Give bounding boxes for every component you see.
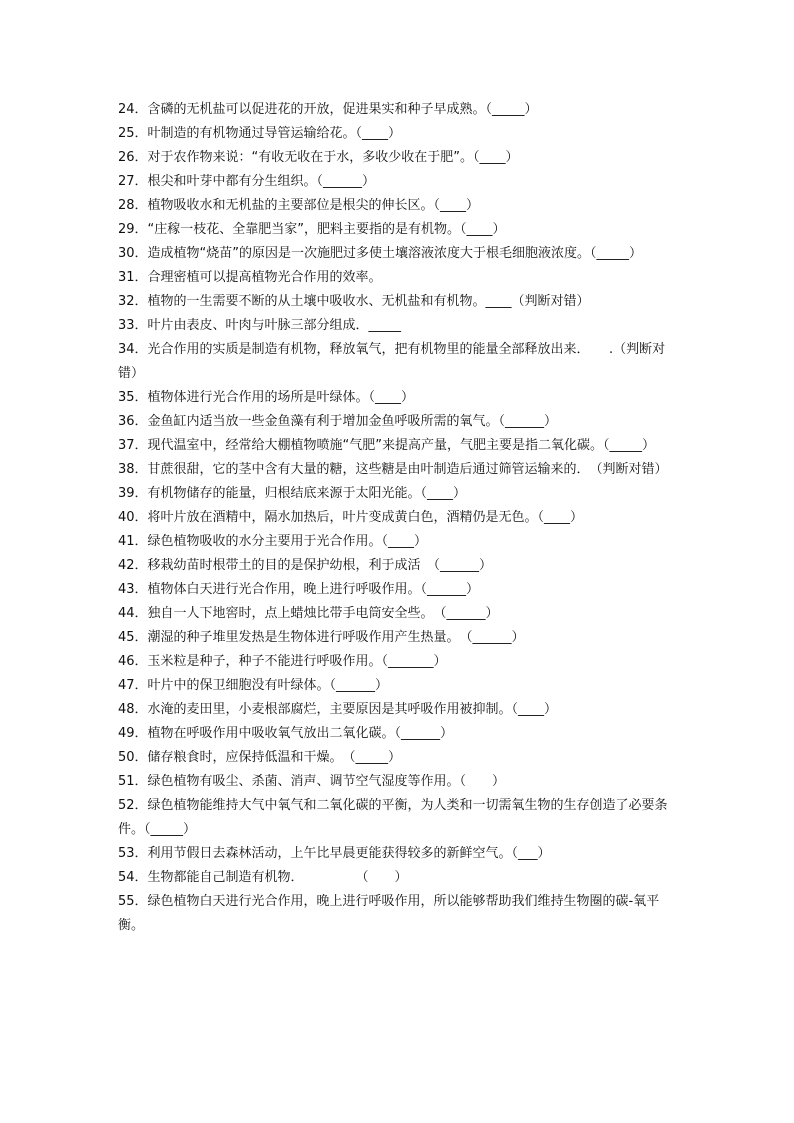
question-47: 47．叶片中的保卫细胞没有叶绿体。（______） xyxy=(118,678,389,693)
question-51: 51．绿色植物有吸尘、杀菌、消声、调节空气湿度等作用。（ ） xyxy=(118,774,506,789)
question-46: 46．玉米粒是种子，种子不能进行呼吸作用。（_______） xyxy=(118,654,447,669)
question-29: 29．“庄稼一枝花、全靠肥当家”，肥料主要指的是有机物。（____） xyxy=(118,222,506,237)
question-37: 37．现代温室中，经常给大棚植物喷施“气肥”来提高产量，气肥主要是指二氧化碳。（_____） xyxy=(118,438,656,453)
question-39: 39．有机物储存的能量，归根结底来源于太阳光能。（____） xyxy=(118,486,467,501)
question-25: 25．叶制造的有机物通过导管运输给花。（____） xyxy=(118,126,402,141)
question-55: 55．绿色植物白天进行光合作用，晚上进行呼吸作用，所以能够帮助我们维持生物圈的碳-氧平衡。 xyxy=(118,894,660,933)
question-28: 28．植物吸收水和无机盐的主要部位是根尖的伸长区。（____） xyxy=(118,198,480,213)
question-34: 34．光合作用的实质是制造有机物，释放氧气，把有机物里的能量全部释放出来． .（判断对错） xyxy=(118,342,666,381)
question-48: 48．水淹的麦田里，小麦根部腐烂，主要原因是其呼吸作用被抑制。（____） xyxy=(118,702,558,717)
question-42: 42．移栽幼苗时根带土的目的是保护幼根，利于成活 （______） xyxy=(118,558,493,573)
question-40: 40．将叶片放在酒精中，隔水加热后，叶片变成黄白色，酒精仍是无色。（____） xyxy=(118,510,584,525)
question-38: 38．甘蔗很甜，它的茎中含有大量的糖，这些糖是由叶制造后通过筛管运输来的． （判断对错） xyxy=(118,462,668,477)
question-41: 41．绿色植物吸收的水分主要用于光合作用。（____） xyxy=(118,534,428,549)
question-30: 30．造成植物“烧苗”的原因是一次施肥过多使土壤溶液浓度大于根毛细胞液浓度。（_____） xyxy=(118,246,643,261)
question-43: 43．植物体白天进行光合作用，晚上进行呼吸作用。（______） xyxy=(118,582,480,597)
question-27: 27．根尖和叶芽中都有分生组织。（______） xyxy=(118,174,376,189)
question-53: 53．利用节假日去森林活动，上午比早晨更能获得较多的新鲜空气。（___） xyxy=(118,846,551,861)
question-44: 44．独自一人下地窖时，点上蜡烛比带手电筒安全些。 （______） xyxy=(118,606,499,621)
question-52: 52．绿色植物能维持大气中氧气和二氧化碳的平衡，为人类和一切需氧生物的生存创造了必要条件。（_____） xyxy=(118,798,668,837)
question-49: 49．植物在呼吸作用中吸收氧气放出二氧化碳。（______） xyxy=(118,726,454,741)
question-45: 45．潮湿的种子堆里发热是生物体进行呼吸作用产生热量。 （______） xyxy=(118,630,525,645)
question-50: 50．储存粮食时，应保持低温和干燥。 （_____） xyxy=(118,750,402,765)
question-24: 24．含磷的无机盐可以促进花的开放，促进果实和种子早成熟。（_____） xyxy=(118,102,538,117)
question-33: 33．叶片由表皮、叶肉与叶脉三部分组成．_____ xyxy=(118,318,402,333)
question-54: 54．生物都能自己制造有机物． （ ） xyxy=(118,870,408,885)
question-32: 32．植物的一生需要不断的从土壤中吸收水、无机盐和有机物。____（判断对错） xyxy=(118,294,590,309)
question-list xyxy=(118,98,678,938)
question-36: 36．金鱼缸内适当放一些金鱼藻有利于增加金鱼呼吸所需的氧气。（______） xyxy=(118,414,558,429)
question-26: 26．对于农作物来说：“有收无收在于水，多收少收在于肥”。（____） xyxy=(118,150,519,165)
question-35: 35．植物体进行光合作用的场所是叶绿体。（____） xyxy=(118,390,415,405)
question-31: 31．合理密植可以提高植物光合作用的效率。 xyxy=(118,270,382,285)
